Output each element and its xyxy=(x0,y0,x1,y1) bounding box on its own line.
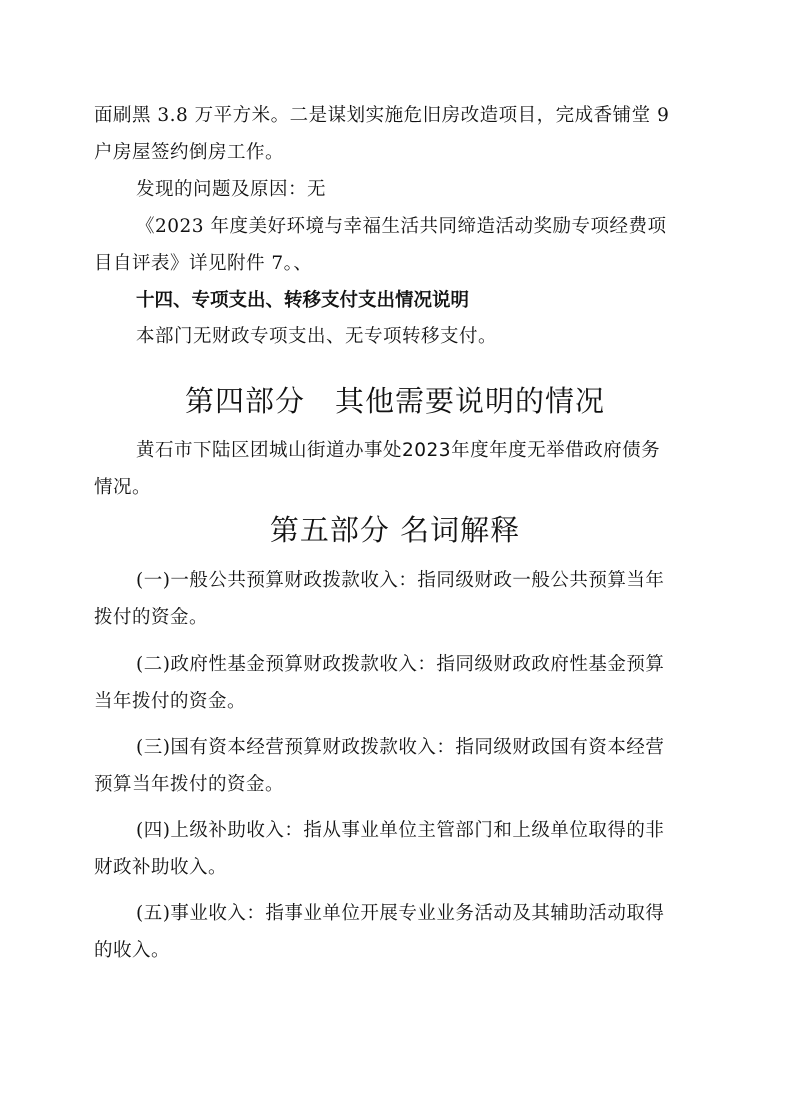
section-14-heading: 十四、专项支出、转移支付支出情况说明 xyxy=(136,290,470,311)
part-4-body: 黄石市下陆区团城山街道办事处2023年度年度无举借政府债务情况。 xyxy=(94,440,661,498)
paragraph-problems-found: 发现的问题及原因：无 xyxy=(136,179,327,200)
term-government-fund-budget: (二)政府性基金预算财政拨款收入：指同级财政政府性基金预算当年拨付的资金。 xyxy=(94,654,665,712)
term-general-public-budget: (一)一般公共预算财政拨款收入：指同级财政一般公共预算当年拨付的资金。 xyxy=(94,570,665,628)
term-superior-subsidy: (四)上级补助收入：指从事业单位主管部门和上级单位取得的非财政补助收入。 xyxy=(94,820,665,878)
part-5-title: 第五部分 名词解释 xyxy=(269,513,521,547)
part-4-title: 第四部分 其他需要说明的情况 xyxy=(184,384,605,418)
section-14-body: 本部门无财政专项支出、无专项转移支付。 xyxy=(136,326,498,347)
paragraph-attachment-note: 《2023 年度美好环境与幸福生活共同缔造活动奖励专项经费项目自评表》详见附件 7。、 xyxy=(94,216,667,274)
paragraph-renovation-results: 面刷黑 3.8 万平方米。二是谋划实施危旧房改造项目，完成香铺堂 9 户房屋签约倒房工作。 xyxy=(94,105,670,163)
term-state-capital-budget: (三)国有资本经营预算财政拨款收入：指同级财政国有资本经营预算当年拨付的资金。 xyxy=(94,737,665,795)
term-business-income: (五)事业收入：指事业单位开展专业业务活动及其辅助活动取得的收入。 xyxy=(94,903,665,961)
